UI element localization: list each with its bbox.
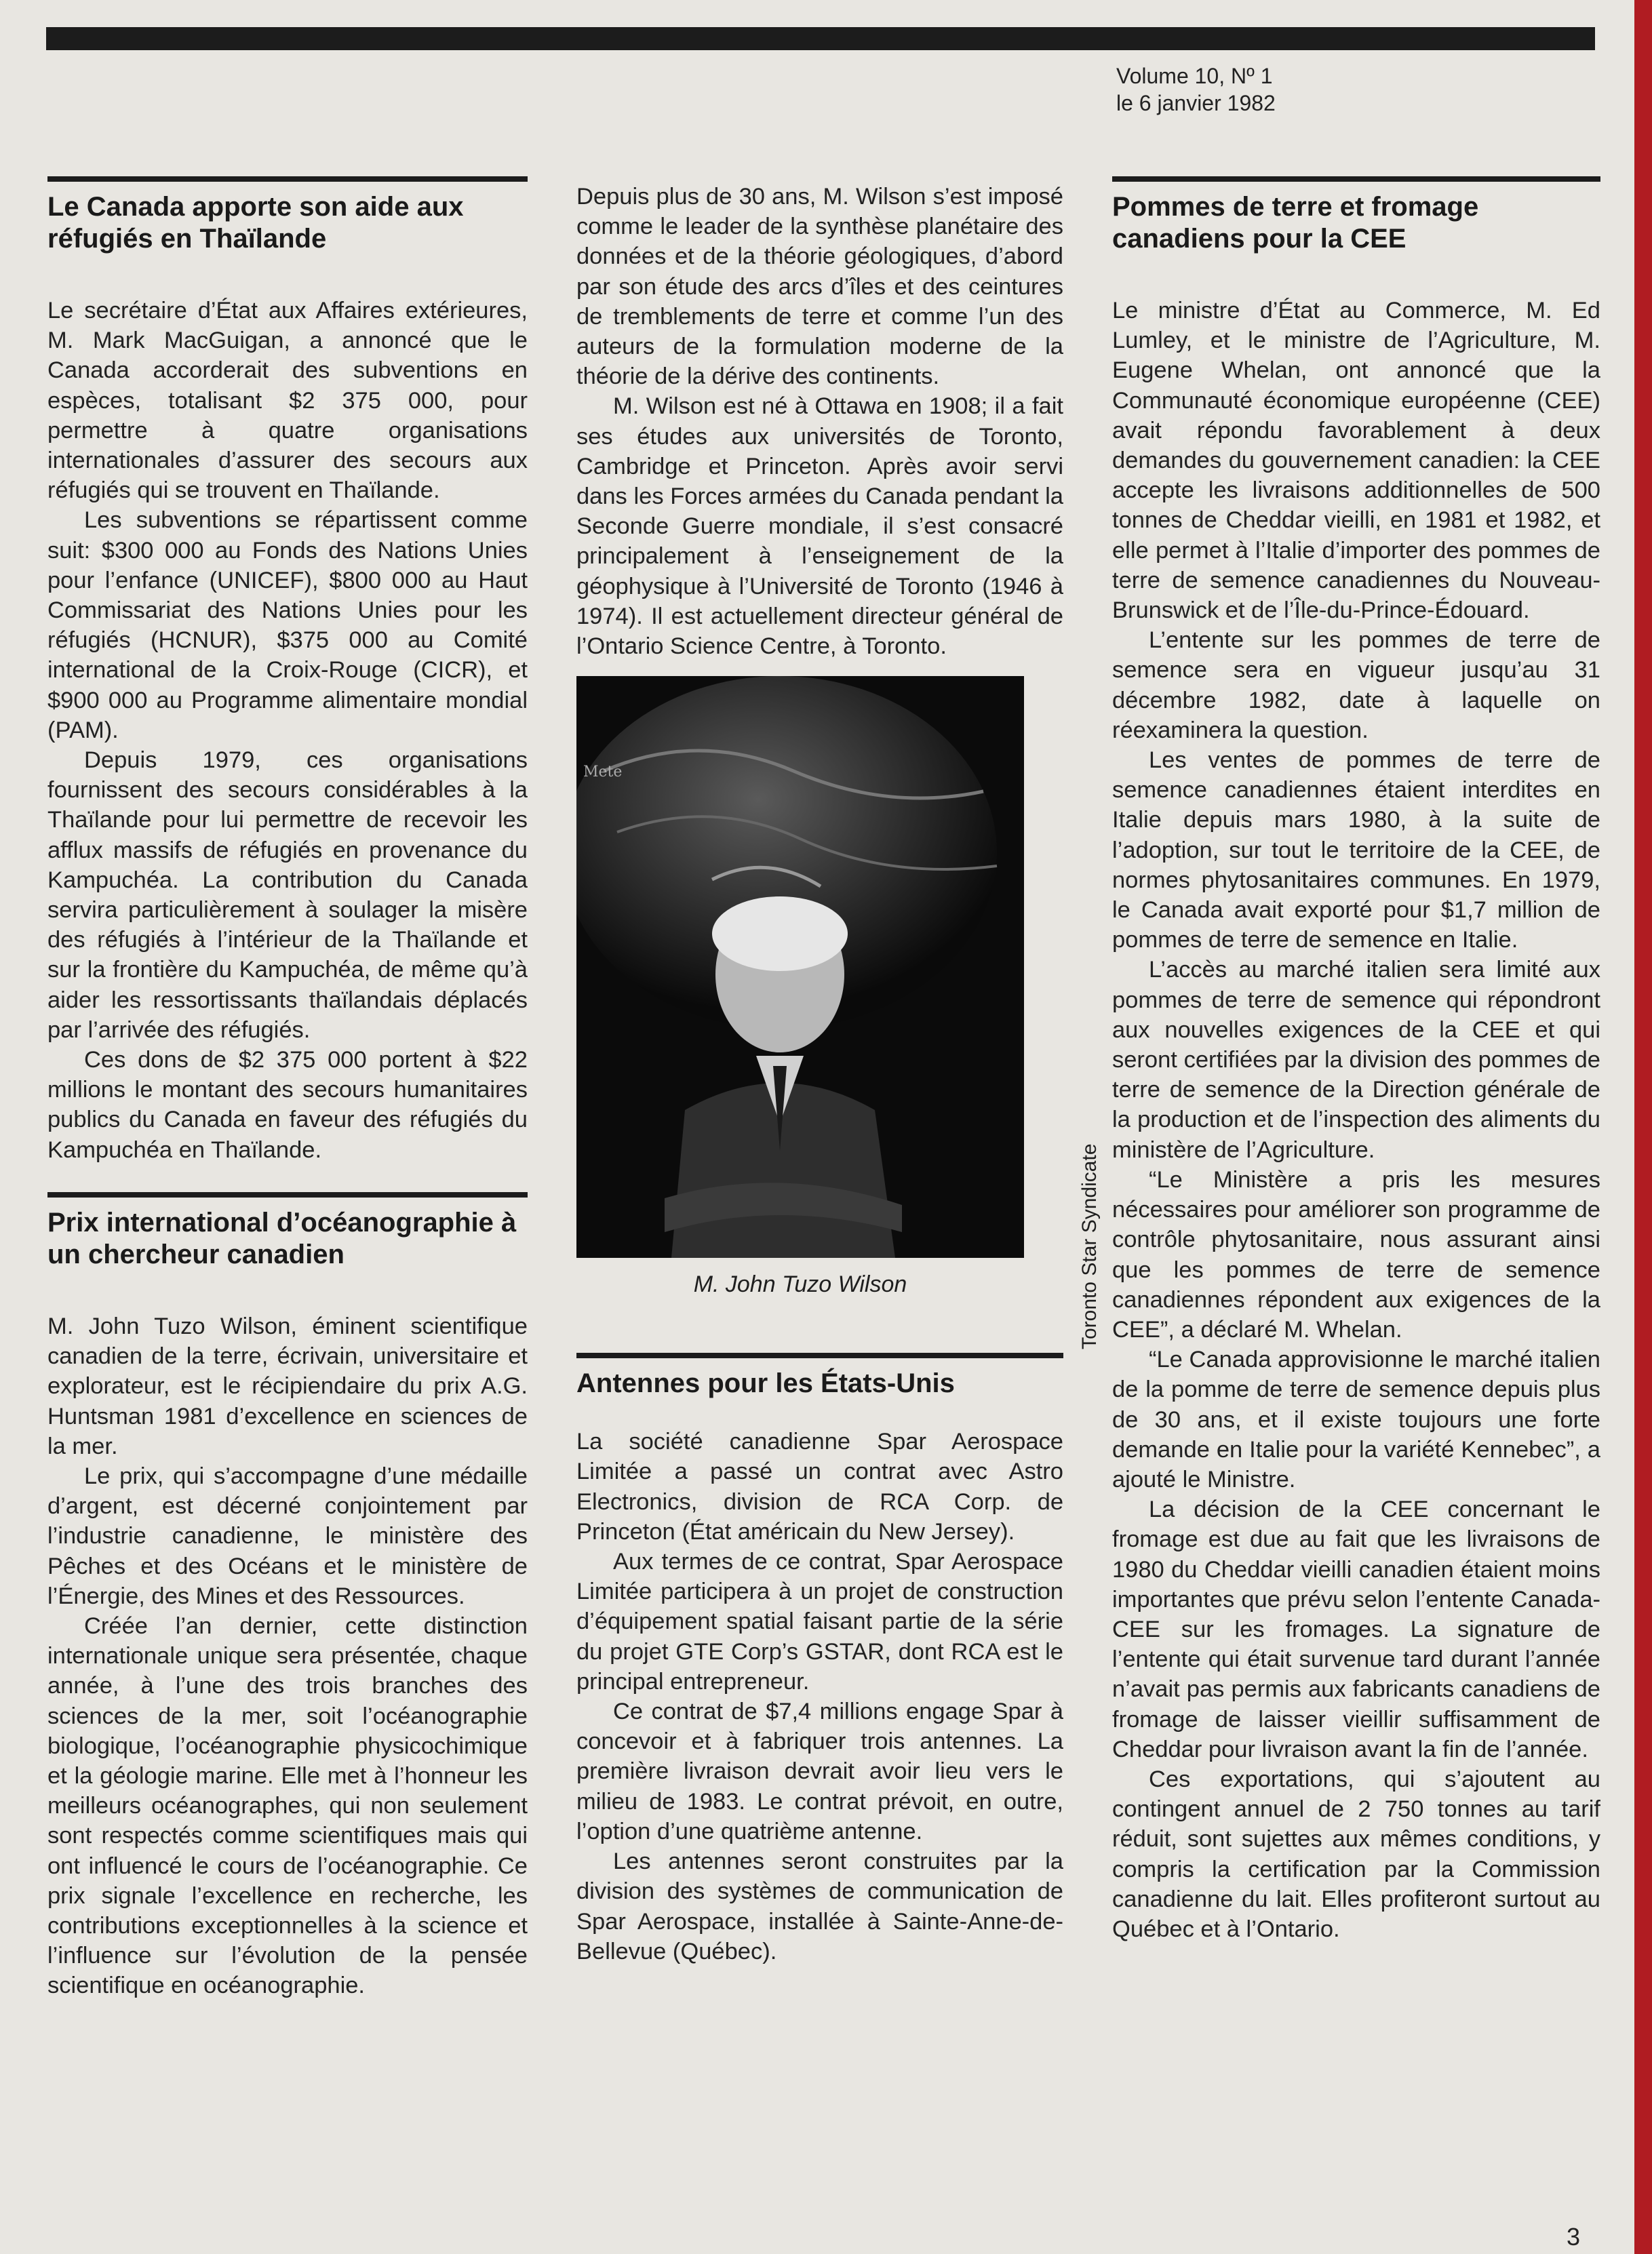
paragraph: M. John Tuzo Wilson, éminent scientifique canadien de la terre, écrivain, universitaire et explorateur, est le récipiendaire du prix A.G. Huntsman 1981 d’excellence en sciences de la mer. xyxy=(47,1313,528,1459)
volume-number: Volume 10, Nº 1 xyxy=(1116,64,1273,88)
paragraph: Les subventions se répartissent comme suit: $300 000 au Fonds des Nations Unies pour l’enfance (UNICEF), $800 000 au Haut Commissariat des Nations Unies pour les réfugiés (HCNUR), $375 000 au Comité international de la Croix-Rouge (CICR), et $900 000 au Programme alimentaire mondial (PAM). xyxy=(47,507,528,743)
article-body-refugees xyxy=(47,296,528,1165)
paragraph: Depuis plus de 30 ans, M. Wilson s’est imposé comme le leader de la synthèse planétaire des données et de la théorie géologiques, d’abord par son étude des arcs d’îles et des ceintures de tremblements de terre et comme l’un des auteurs de la formulation moderne de la théorie de la dérive des continents. xyxy=(576,184,1063,390)
paragraph: Depuis 1979, ces organisations fournissent des secours considérables à la Thaïlande pour lui permettre de recevoir les afflux massifs de réfugiés en provenance du Kampuchéa. La contribution du Canada servira particulièrement à soulager la misère des réfugiés à l’intérieur de la Thaïlande et sur la frontière du Kampuchéa, de même qu’à aider les ressortissants thaïlandais déplacés par l’arrivée des réfugiés. xyxy=(47,747,528,1043)
photo-caption: M. John Tuzo Wilson xyxy=(693,1271,907,1298)
paragraph: “Le Canada approvisionne le marché italien de la pomme de terre de semence depuis plus de 30 ans, et il existe toujours une forte demande en Italie pour la variété Kennebec”, a ajouté le Ministre. xyxy=(1112,1347,1600,1492)
section-rule xyxy=(47,1192,528,1198)
paragraph: Le prix, qui s’accompagne d’une médaille d’argent, est décerné conjointement par l’industrie canadienne, le ministère des Pêches et des Océans et le ministère de l’Énergie, des Mines et des Ressources. xyxy=(47,1463,528,1609)
photo-credit: Toronto Star Syndicate xyxy=(1078,1143,1101,1349)
section-rule xyxy=(47,176,528,182)
section-rule xyxy=(1112,176,1600,182)
paragraph: Aux termes de ce contrat, Spar Aerospace Limitée participera à un projet de construction d’équipement spatial faisant partie de la série du projet GTE Corp’s GSTAR, dont RCA est le principal entrepreneur. xyxy=(576,1549,1063,1695)
page-number: 3 xyxy=(1567,2223,1581,2251)
section-rule xyxy=(576,1353,1063,1358)
issue-date: le 6 janvier 1982 xyxy=(1116,91,1276,115)
column-middle xyxy=(576,182,1063,1966)
paragraph: Ce contrat de $7,4 millions engage Spar à concevoir et à fabriquer trois antennes. La première livraison devrait avoir lieu vers le milieu de 1983. Le contrat prévoit, en outre, l’option d’une quatrième antenne. xyxy=(576,1699,1063,1844)
paragraph: M. Wilson est né à Ottawa en 1908; il a fait ses études aux universités de Toronto, Cambridge et Princeton. Après avoir servi dans les Forces armées du Canada pendant la Seconde Guerre mondiale, il s’est consacré principalement à l’enseignement de la géophysique à l’Université de Toronto (1946 à 1974). Il est actuellement directeur général de l’Ontario Science Centre, à Toronto. xyxy=(576,393,1063,660)
article-body-antennas xyxy=(576,1427,1063,1966)
paragraph: Créée l’an dernier, cette distinction internationale unique sera présentée, chaque année, à l’une des trois branches des sciences de la mer, soit l’océanographie biologique, l’océanographie physicochimique et la géologie marine. Elle met à l’honneur les meilleurs océanographes, qui non seulement sont respectés comme scientifiques mais qui ont influencé le cours de l’océanographie. Ce prix signale l’excellence en recherche, les contributions exceptionnelles à la science et l’influence sur l’évolution de la pensée scientifique en océanographie. xyxy=(47,1613,528,1999)
column-left xyxy=(47,176,528,2001)
photo-sign-text: Mete xyxy=(583,764,623,781)
paragraph: Ces exportations, qui s’ajoutent au contingent annuel de 2 750 tonnes au tarif réduit, sont sujettes aux mêmes conditions, y compris la certification par la Commission canadienne du lait. Elles profiteront surtout au Québec et à l’Ontario. xyxy=(1112,1766,1600,1942)
page-edge-red-bar xyxy=(1634,0,1652,2254)
article-title-refugees: Le Canada apporte son aide aux réfugiés en Thaïlande xyxy=(47,192,464,254)
portrait-photo xyxy=(576,676,1024,1258)
paragraph: Les ventes de pommes de terre de semence canadiennes étaient interdites en Italie depuis mars 1980, à la suite de l’adoption, sur tout le territoire de la CEE, de normes phytosanitaires communes. En 1979, le Canada avait exporté pour $1,7 million de pommes de terre de semence en Italie. xyxy=(1112,747,1600,953)
article-title-oceanography: Prix international d’océanographie à un chercheur canadien xyxy=(47,1207,517,1269)
issue-info xyxy=(1116,62,1276,117)
top-rule-bar xyxy=(46,27,1595,50)
paragraph: Les antennes seront construites par la division des systèmes de communication de Spar Aerospace, installée à Sainte-Anne-de-Bellevue (Québec). xyxy=(576,1848,1063,1964)
article-body-oceanography xyxy=(47,1311,528,2001)
paragraph: “Le Ministère a pris les mesures nécessaires pour améliorer son programme de contrôle phytosanitaire, nous assurant ainsi que les pommes de terre de semence canadiennes répondent aux exigences de la CEE”, a déclaré M. Whelan. xyxy=(1112,1166,1600,1343)
paragraph: Le secrétaire d’État aux Affaires extérieures, M. Mark MacGuigan, a annoncé que le Canada accorderait des subventions en espèces, totalisant $2 375 000, pour permettre à quatre organisations internationales d’assurer des secours aux réfugiés qui se trouvent en Thaïlande. xyxy=(47,298,528,504)
article-title-potatoes: Pommes de terre et fromage canadiens pour la CEE xyxy=(1112,192,1479,254)
paragraph: L’entente sur les pommes de terre de semence sera en vigueur jusqu’au 31 décembre 1982, date à laquelle on réexaminera la question. xyxy=(1112,627,1600,743)
paragraph: L’accès au marché italien sera limité aux pommes de terre de semence qui répondront aux nouvelles exigences de la CEE et qui seront certifiées par la division des pommes de terre de semence de la Direction générale de la production et de l’inspection des aliments du ministère de l’Agriculture. xyxy=(1112,957,1600,1163)
paragraph: Ces dons de $2 375 000 portent à $22 millions le montant des secours humanitaires publics du Canada en faveur des réfugiés du Kampuchéa en Thaïlande. xyxy=(47,1047,528,1163)
paragraph: La décision de la CEE concernant le fromage est due au fait que les livraisons de 1980 du Cheddar vieilli canadien étaient moins importantes que prévu selon l’entente Canada-CEE sur les fromages. La signature de l’entente qui était survenue tard durant l’année n’avait pas permis aux fabricants canadiens de fromage de laisser vieillir suffisamment de Cheddar pour livraison avant la fin de l’année. xyxy=(1112,1497,1600,1762)
column-right xyxy=(1112,176,1600,1944)
portrait-illustration xyxy=(576,676,1024,1258)
paragraph: Le ministre d’État au Commerce, M. Ed Lumley, et le ministre de l’Agriculture, M. Eugene Whelan, ont annoncé que la Communauté économique européenne (CEE) avait répondu favorablement à deux demandes du gouvernement canadien: la CEE accepte les livraisons additionnelles de 500 tonnes de Cheddar vieilli, en 1981 et 1982, et elle permet à l’Italie d’importer des pommes de terre de semence canadiennes du Nouveau-Brunswick et de l’Île-du-Prince-Édouard. xyxy=(1112,298,1600,624)
paragraph: La société canadienne Spar Aerospace Limitée a passé un contrat avec Astro Electronics, division de RCA Corp. de Princeton (État américain du New Jersey). xyxy=(576,1429,1063,1545)
article-body-potatoes xyxy=(1112,296,1600,1944)
article-title-antennas: Antennes pour les États-Unis xyxy=(576,1368,955,1399)
